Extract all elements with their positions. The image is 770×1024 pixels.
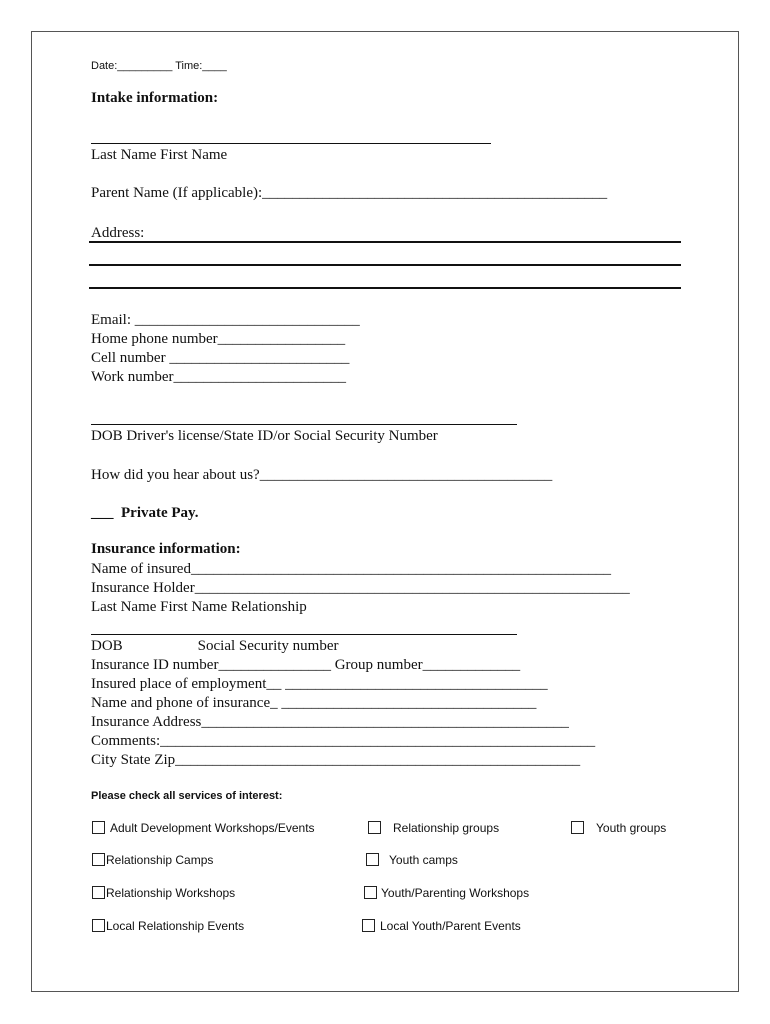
hear-about-field: How did you hear about us?_______________________________________ bbox=[91, 467, 553, 483]
checkbox-local-relationship-events[interactable] bbox=[92, 919, 105, 932]
address-label: Address: bbox=[91, 225, 145, 241]
work-number-field: Work number_______________________ bbox=[91, 369, 347, 385]
cell-number-field: Cell number ________________________ bbox=[91, 350, 350, 366]
parent-name-field: Parent Name (If applicable):______________________________________________ bbox=[91, 185, 608, 201]
name-label: Last Name First Name bbox=[91, 147, 228, 163]
checkbox-relationship-workshops[interactable] bbox=[92, 886, 105, 899]
label-youth-parenting-workshops: Youth/Parenting Workshops bbox=[381, 886, 530, 900]
checkbox-youth-parenting-workshops[interactable] bbox=[364, 886, 377, 899]
insurance-name-phone-field: Name and phone of insurance_ __________________________________ bbox=[91, 695, 537, 711]
home-phone-field: Home phone number_________________ bbox=[91, 331, 346, 347]
city-state-zip-field: City State Zip______________________________________________________ bbox=[91, 752, 581, 768]
checkbox-relationship-camps[interactable] bbox=[92, 853, 105, 866]
dob-underline bbox=[91, 424, 517, 425]
label-youth-groups: Youth groups bbox=[596, 821, 667, 835]
label-youth-camps: Youth camps bbox=[389, 853, 458, 867]
insurance-address-field: Insurance Address_________________________________________________ bbox=[91, 714, 569, 730]
address-line-1 bbox=[89, 241, 681, 243]
address-line-3 bbox=[89, 287, 681, 289]
name-underline bbox=[91, 143, 491, 144]
intake-heading: Intake information: bbox=[91, 90, 219, 106]
label-relationship-groups: Relationship groups bbox=[393, 821, 500, 835]
checkbox-adult-development[interactable] bbox=[92, 821, 105, 834]
services-heading: Please check all services of interest: bbox=[91, 790, 283, 802]
insurance-id-group-field: Insurance ID number_______________ Group number_____________ bbox=[91, 657, 521, 673]
label-relationship-camps: Relationship Camps bbox=[106, 853, 214, 867]
comments-field: Comments:__________________________________________________________ bbox=[91, 733, 596, 749]
label-local-youth-parent-events: Local Youth/Parent Events bbox=[380, 919, 521, 933]
label-relationship-workshops: Relationship Workshops bbox=[106, 886, 236, 900]
insurance-holder-field: Insurance Holder__________________________________________________________ bbox=[91, 580, 630, 596]
checkbox-local-youth-parent-events[interactable] bbox=[362, 919, 375, 932]
label-adult-development: Adult Development Workshops/Events bbox=[110, 821, 315, 835]
email-field: Email: ______________________________ bbox=[91, 312, 360, 328]
checkbox-youth-camps[interactable] bbox=[366, 853, 379, 866]
insured-dob-underline bbox=[91, 634, 517, 635]
insurance-heading: Insurance information: bbox=[91, 541, 241, 557]
label-local-relationship-events: Local Relationship Events bbox=[106, 919, 245, 933]
name-of-insured-field: Name of insured________________________________________________________ bbox=[91, 561, 611, 577]
address-line-2 bbox=[89, 264, 681, 266]
date-time-line: Date:_________ Time:____ bbox=[91, 60, 227, 72]
checkbox-relationship-groups[interactable] bbox=[368, 821, 381, 834]
insurance-holder-label: Last Name First Name Relationship bbox=[91, 599, 307, 615]
checkbox-youth-groups[interactable] bbox=[571, 821, 584, 834]
dob-label: DOB Driver's license/State ID/or Social Security Number bbox=[91, 428, 438, 444]
private-pay-option: ___ Private Pay. bbox=[91, 505, 199, 521]
insured-dob-ssn-label: DOB Social Security number bbox=[91, 638, 339, 654]
employment-field: Insured place of employment__ ___________________________________ bbox=[91, 676, 548, 692]
